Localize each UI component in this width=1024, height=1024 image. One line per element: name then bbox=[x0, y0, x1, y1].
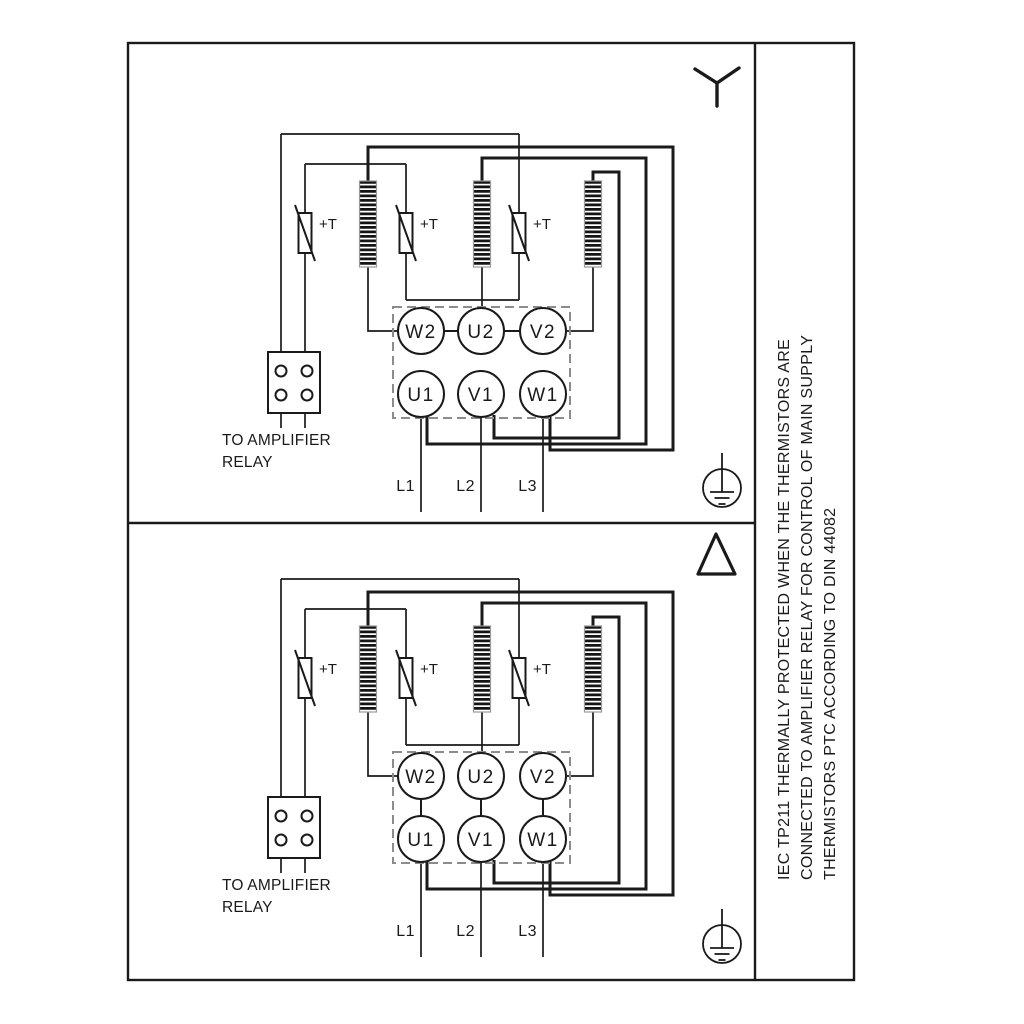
relay-note-line1: TO AMPLIFIER bbox=[222, 432, 331, 449]
supply-label-l3: L3 bbox=[518, 923, 537, 940]
supply-label-l2: L2 bbox=[456, 478, 475, 495]
thermistor-label: +T bbox=[319, 216, 337, 233]
relay-note-line2: RELAY bbox=[222, 454, 273, 471]
terminal-label-u1: U1 bbox=[407, 385, 435, 406]
thermistor-label: +T bbox=[420, 661, 438, 678]
star-supply-labels bbox=[396, 478, 537, 495]
terminal-label-w2: W2 bbox=[405, 767, 437, 788]
terminal-label-u2: U2 bbox=[467, 322, 495, 343]
supply-label-l3: L3 bbox=[518, 478, 537, 495]
relay-note-line2: RELAY bbox=[222, 899, 273, 916]
terminal-label-v2: V2 bbox=[529, 767, 557, 788]
motor-winding-coils bbox=[360, 181, 602, 267]
delta-panel-texts bbox=[222, 661, 559, 940]
star-terminal-labels bbox=[405, 322, 559, 406]
terminal-label-u1: U1 bbox=[407, 830, 435, 851]
star-panel bbox=[222, 68, 741, 512]
sidebar-note-line3: THERMISTORS PTC ACCORDING TO DIN 44082 bbox=[822, 507, 839, 880]
delta-panel bbox=[222, 534, 741, 963]
supply-wires bbox=[421, 417, 543, 512]
delta-terminal-links bbox=[421, 799, 543, 816]
supply-label-l1: L1 bbox=[396, 923, 415, 940]
terminal-label-w1: W1 bbox=[527, 385, 559, 406]
terminal-label-v2: V2 bbox=[529, 322, 557, 343]
earth-ground-icon bbox=[703, 453, 741, 507]
earth-ground-icon bbox=[703, 909, 741, 963]
thermistor-label: +T bbox=[533, 661, 551, 678]
thermistor-label: +T bbox=[319, 661, 337, 678]
supply-label-l1: L1 bbox=[396, 478, 415, 495]
terminal-label-w2: W2 bbox=[405, 322, 437, 343]
thermistor-label: +T bbox=[533, 216, 551, 233]
delta-relay-note bbox=[222, 877, 331, 916]
terminal-label-w1: W1 bbox=[527, 830, 559, 851]
relay-note-line1: TO AMPLIFIER bbox=[222, 877, 331, 894]
star-relay-note bbox=[222, 432, 331, 471]
delta-connection-icon bbox=[698, 534, 735, 574]
amplifier-relay-connector bbox=[268, 352, 320, 413]
sidebar-note bbox=[776, 335, 839, 880]
terminal-label-v1: V1 bbox=[467, 385, 495, 406]
sidebar-note-line1: IEC TP211 THERMALLY PROTECTED WHEN THE THERMISTORS ARE bbox=[776, 338, 793, 880]
thermistor-label: +T bbox=[420, 216, 438, 233]
delta-supply-labels bbox=[396, 923, 537, 940]
terminal-label-v1: V1 bbox=[467, 830, 495, 851]
terminal-label-u2: U2 bbox=[467, 767, 495, 788]
supply-label-l2: L2 bbox=[456, 923, 475, 940]
star-connection-icon bbox=[695, 68, 739, 106]
sidebar-note-line2: CONNECTED TO AMPLIFIER RELAY FOR CONTROL OF MAIN SUPPLY bbox=[799, 334, 816, 880]
ptc-thermistor-symbols bbox=[295, 205, 529, 261]
